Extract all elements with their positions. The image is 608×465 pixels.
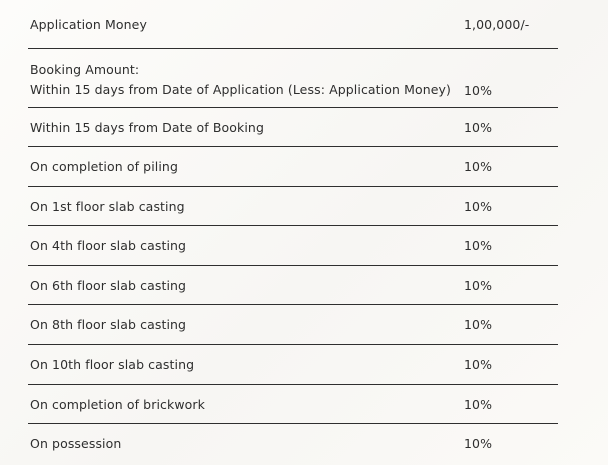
row-value: 10% — [464, 119, 493, 135]
table-row — [28, 424, 558, 463]
row-label: Within 15 days from Date of Booking — [30, 119, 264, 135]
row-label: On possession — [30, 436, 122, 451]
row-label: On 1st floor slab casting — [30, 198, 185, 214]
row-label: Application Money — [30, 16, 147, 32]
row-value: 10% — [464, 83, 493, 98]
row-label-heading: Booking Amount: — [30, 62, 140, 77]
row-value: 10% — [464, 198, 493, 214]
table-row — [28, 187, 558, 226]
payment-schedule-table — [28, 0, 558, 463]
row-label: On completion of brickwork — [30, 396, 205, 412]
row-label: On 4th floor slab casting — [30, 238, 187, 253]
row-value: 10% — [464, 159, 493, 174]
row-label: On completion of piling — [30, 159, 178, 174]
table-row — [28, 266, 558, 305]
table-row — [28, 305, 558, 345]
table-row — [28, 0, 558, 49]
table-row — [28, 226, 558, 266]
row-label-detail: Within 15 days from Date of Application (Less: Application Money) — [30, 82, 452, 97]
table-row — [28, 49, 558, 108]
table-row — [28, 108, 558, 147]
table-row — [28, 147, 558, 187]
row-value: 10% — [464, 357, 493, 372]
row-label: On 6th floor slab casting — [30, 277, 187, 293]
row-value: 1,00,000/- — [464, 16, 530, 32]
row-label: On 10th floor slab casting — [30, 357, 195, 372]
row-value: 10% — [464, 396, 493, 412]
row-label — [28, 49, 462, 97]
row-value: 10% — [464, 436, 493, 451]
table-row — [28, 385, 558, 424]
row-value: 10% — [464, 238, 493, 253]
row-value: 10% — [464, 317, 493, 332]
row-value: 10% — [464, 277, 493, 293]
row-label: On 8th floor slab casting — [30, 317, 187, 332]
table-row — [28, 345, 558, 385]
